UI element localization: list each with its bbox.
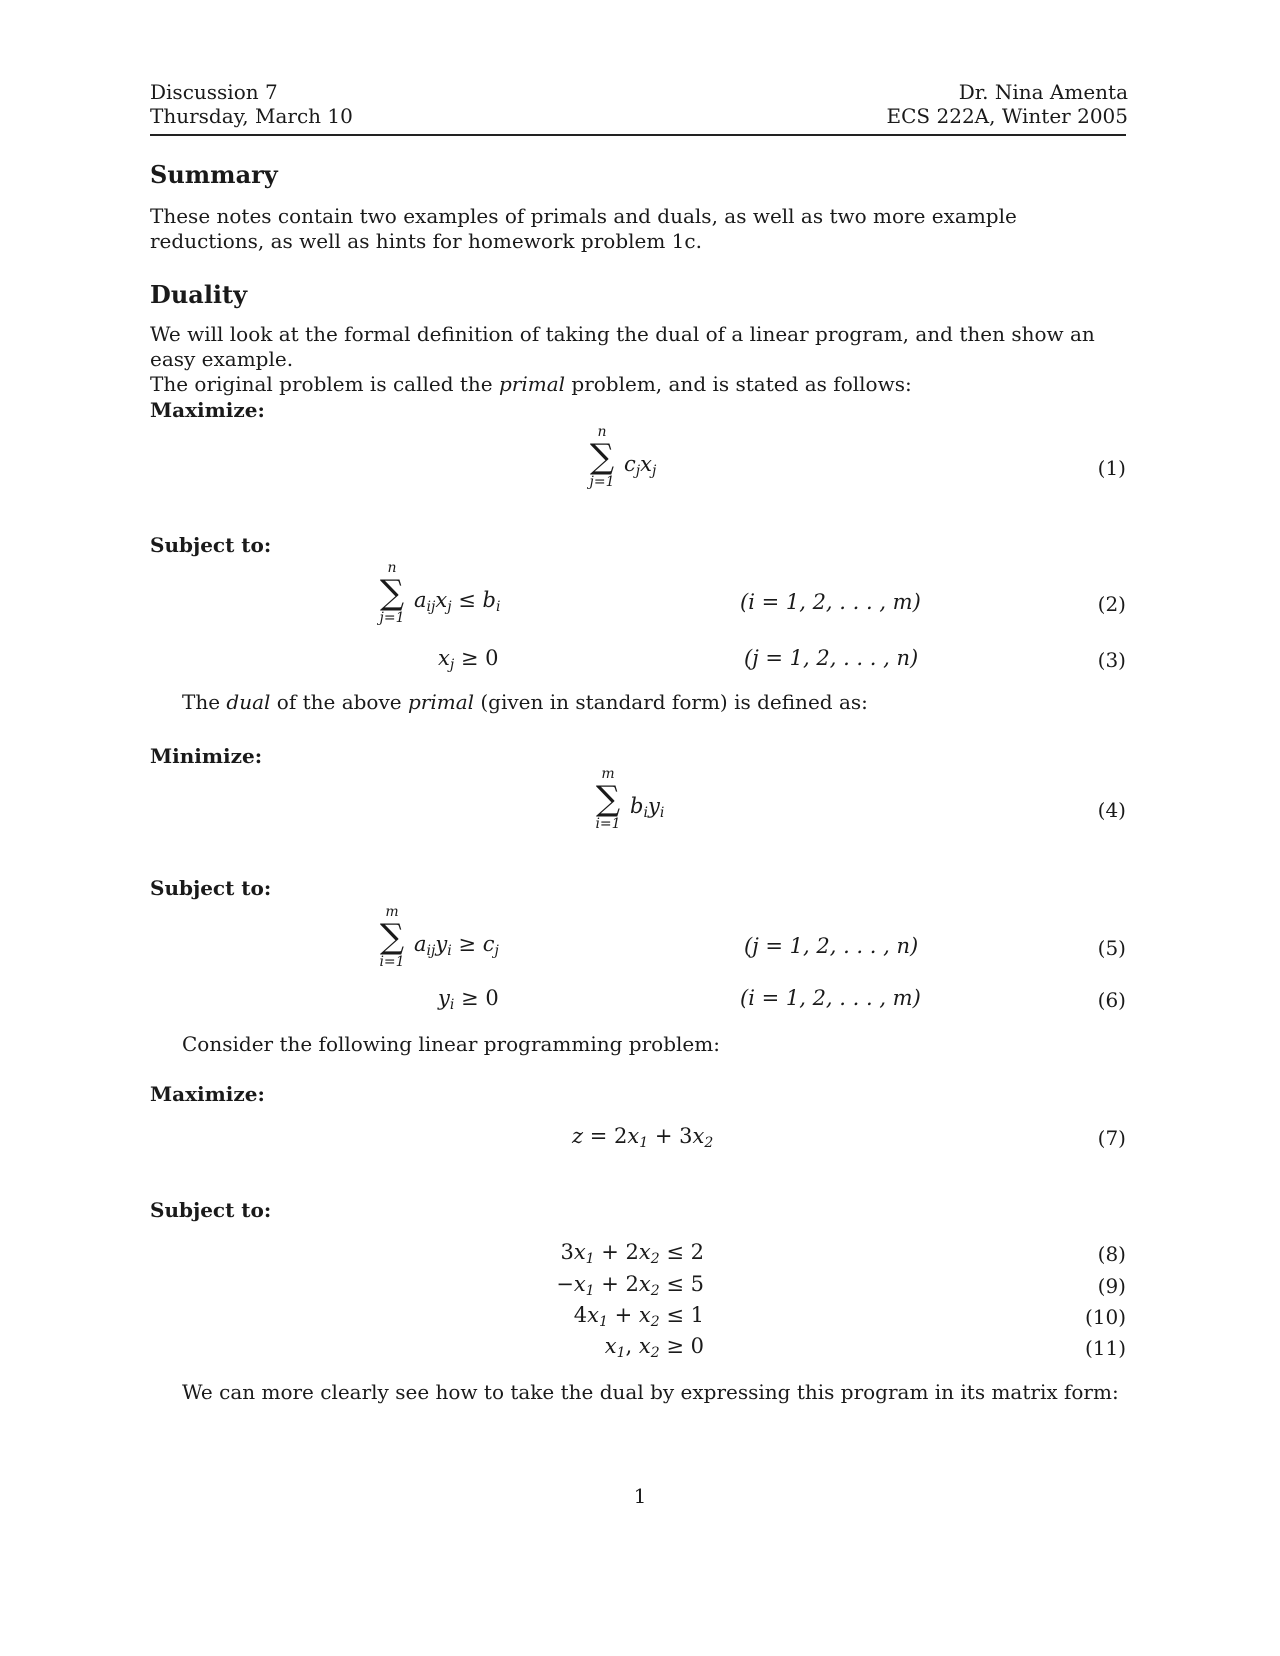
header-rule [150, 134, 1126, 136]
matrix-form-sentence: We can more clearly see how to take the dual by expressing this program in its matrix form: [182, 1380, 1119, 1404]
summary-heading: Summary [150, 160, 278, 189]
subject-to-label-3: Subject to: [150, 1198, 272, 1222]
equation-9: $-x_1 + 2x_2 \le 5$ [556, 1272, 704, 1299]
equation-8: $3x_1 + 2x_2 \le 2$ [560, 1240, 704, 1267]
duality-intro-line1: We will look at the formal definition of taking the dual of a linear program, and then show an easy example. [150, 322, 1095, 371]
eq-number-2: (2) [1097, 592, 1126, 616]
header-date: Thursday, March 10 [150, 104, 353, 128]
header-left [150, 80, 353, 128]
eq-number-4: (4) [1097, 798, 1126, 822]
subject-to-label-1: Subject to: [150, 533, 272, 557]
eq-number-9: (9) [1097, 1274, 1126, 1298]
consider-sentence: Consider the following linear programming problem: [182, 1032, 720, 1056]
header-right [887, 80, 1128, 128]
duality-heading: Duality [150, 280, 248, 309]
eq-number-6: (6) [1097, 988, 1126, 1012]
summary-text: These notes contain two examples of primals and duals, as well as two more example reductions, as well as hints for homework problem 1c. [150, 204, 1017, 253]
eq-number-1: (1) [1097, 456, 1126, 480]
sum-symbol: n ∑ j=1 [589, 424, 615, 490]
sum-symbol: m ∑ i=1 [595, 766, 621, 832]
header-author: Dr. Nina Amenta [958, 80, 1128, 104]
minimize-label: Minimize: [150, 744, 263, 768]
maximize-label-1: Maximize: [150, 398, 265, 422]
condition-5: (j = 1, 2, . . . , n) [744, 934, 919, 958]
equation-7: $z = 2x_1 + 3x_2$ [572, 1124, 714, 1151]
equation-10: $4x_1 + x_2 \le 1$ [573, 1303, 704, 1330]
eq-number-8: (8) [1097, 1242, 1126, 1266]
maximize-label-2: Maximize: [150, 1082, 265, 1106]
eq-number-11: (11) [1084, 1336, 1126, 1360]
sum-symbol: m ∑ i=1 [379, 904, 405, 970]
condition-2: (i = 1, 2, . . . , m) [740, 590, 921, 614]
subject-to-label-2: Subject to: [150, 876, 272, 900]
equation-11: $x_1$, $x_2 \ge 0$ [604, 1334, 704, 1361]
eq-number-3: (3) [1097, 648, 1126, 672]
eq-number-10: (10) [1084, 1305, 1126, 1329]
document-page: Discussion 7 Thursday, March 10 Dr. Nina Amenta ECS 222A, Winter 2005 Summary These notes contain two examples of primals and duals, as well as two more example reductions, as well as hints for homework problem 1c. Duality We will look at the formal definition of taking the dual of a linear program, and then show an easy example. The original problem is called the primal problem, and is stated as follows: Maximize: n ∑ j=1 $c_jx_j$ (1) Subject to: n ∑ j=1 $a_{ij}x_j \le b_i$ (i = 1, 2, . . . , m) (2) $x_j \ge 0$ (j = 1, 2, . . . , n) (3) The dual of the above primal (given in standard form) is defined as: Minimize: m ∑ i=1 $b_iy_i$ (4) Subject to: m ∑ i=1 $a_{ij}y_i \ge c_j$ (j = 1, 2, . . . , n) (5) $y_i \ge 0$ (i = 1, 2, . . . , m) (6) Consider the following linear programming problem: Maximize: $z = 2x_1 + 3x_2$ (7) Subject to: $3x_1 + 2x_2 \le 2$ (8) $-x_1 + 2x_2 \le 5$ (9) $4x_1 + x_2 \le 1$ (10) $x_1$, $x_2 \ge 0$ (11) We can more clearly see how to take the dual by expressing this program in its matrix form: 1 [0, 0, 1280, 1656]
sum-symbol: n ∑ j=1 [379, 560, 405, 626]
dual-definition-sentence: The dual of the above primal (given in standard form) is defined as: [182, 690, 868, 714]
equation-6: $y_i \ge 0$ [438, 986, 499, 1013]
header-course: ECS 222A, Winter 2005 [886, 104, 1128, 128]
condition-3: (j = 1, 2, . . . , n) [744, 646, 919, 670]
eq-number-7: (7) [1097, 1126, 1126, 1150]
equation-3: $x_j \ge 0$ [438, 646, 499, 673]
condition-6: (i = 1, 2, . . . , m) [740, 986, 921, 1010]
page-number: 1 [633, 1484, 647, 1508]
eq-number-5: (5) [1097, 936, 1126, 960]
duality-intro: We will look at the formal definition of taking the dual of a linear program, and then show an easy example. The original problem is called the primal problem, and is stated as follows: [150, 322, 1095, 396]
header-discussion: Discussion 7 [150, 80, 278, 104]
